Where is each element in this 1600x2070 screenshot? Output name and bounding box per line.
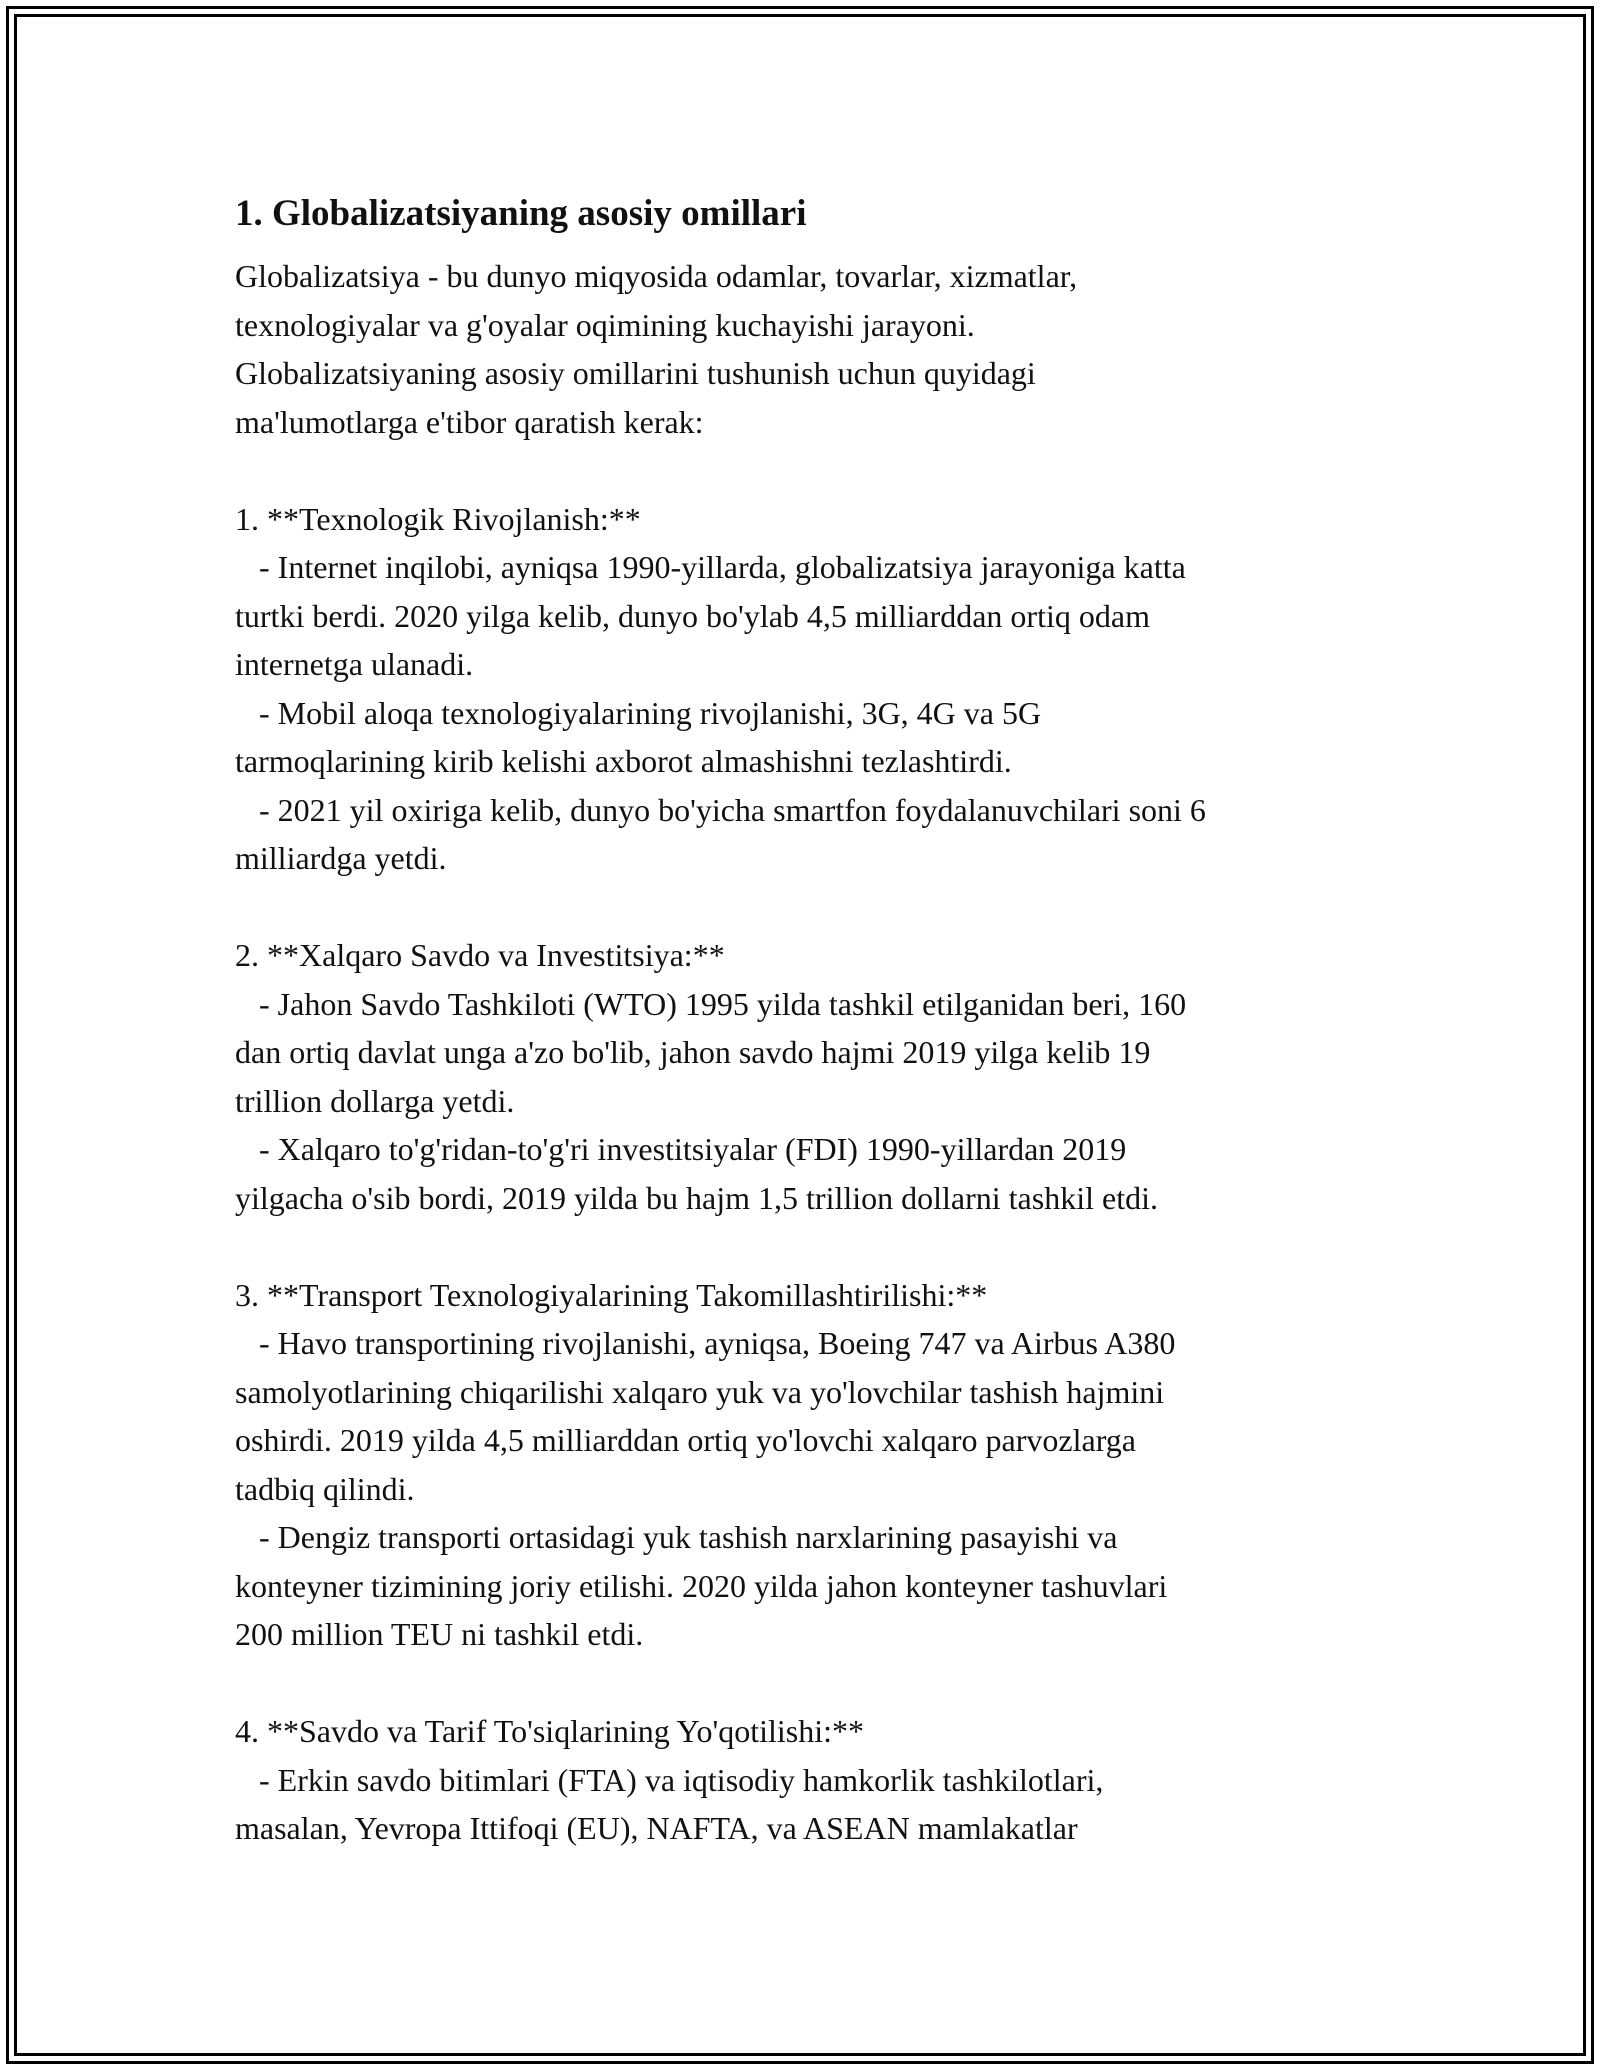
document-body: Globalizatsiya - bu dunyo miqyosida odamlar, tovarlar, xizmatlar, texnologiyalar va g'oyalar oqimining kuchayishi jarayoni. Globalizatsiyaning asosiy omillarini tushunish uchun quyidagi ma'lumotlarga e'tibor qaratish kerak: 1. **Texnologik Rivojlanish:** - Internet inqilobi, ayniqsa 1990-yillarda, globalizatsiya jarayoniga katta turtki berdi. 2020 yilga kelib, dunyo bo'ylab 4,5 milliarddan ortiq odam internetga ulanadi. - Mobil aloqa texnologiyalarining rivojlanishi, 3G, 4G va 5G tarmoqlarining kirib kelishi axborot almashishni tezlashtirdi. - 2021 yil oxiriga kelib, dunyo bo'yicha smartfon foydalanuvchilari soni 6 milliardga yetdi. 2. **Xalqaro Savdo va Investitsiya:** - Jahon Savdo Tashkiloti (WTO) 1995 yilda tashkil etilganidan beri, 160 dan ortiq davlat unga a'zo bo'lib, jahon savdo hajmi 2019 yilga kelib 19 trillion dollarga yetdi. - Xalqaro to'g'ridan-to'g'ri investitsiyalar (FDI) 1990-yillardan 2019 yilgacha o'sib bordi, 2019 yilda bu hajm 1,5 trillion dollarni tashkil etdi. 3. **Transport Texnologiyalarining Takomillashtirilishi:** - Havo transportining rivojlanishi, ayniqsa, Boeing 747 va Airbus A380 samolyotlarining chiqarilishi xalqaro yuk va yo'lovchilar tashish hajmini oshirdi. 2019 yilda 4,5 milliarddan ortiq yo'lovchi xalqaro parvozlarga tadbiq qilindi. - Dengiz transporti ortasidagi yuk tashish narxlarining pasayishi va konteyner tizimining joriy etilishi. 2020 yilda jahon konteyner tashuvlari 200 million TEU ni tashkil etdi. 4. **Savdo va Tarif To'siqlarining Yo'qotilishi:** - Erkin savdo bitimlari (FTA) va iqtisodiy hamkorlik tashkilotlari, masalan, Yevropa Ittifoqi (EU), NAFTA, va ASEAN mamlakatlar	[235, 258, 1206, 1846]
document-content	[235, 188, 1365, 1853]
document-title: 1. Globalizatsiyaning asosiy omillari	[235, 193, 807, 234]
